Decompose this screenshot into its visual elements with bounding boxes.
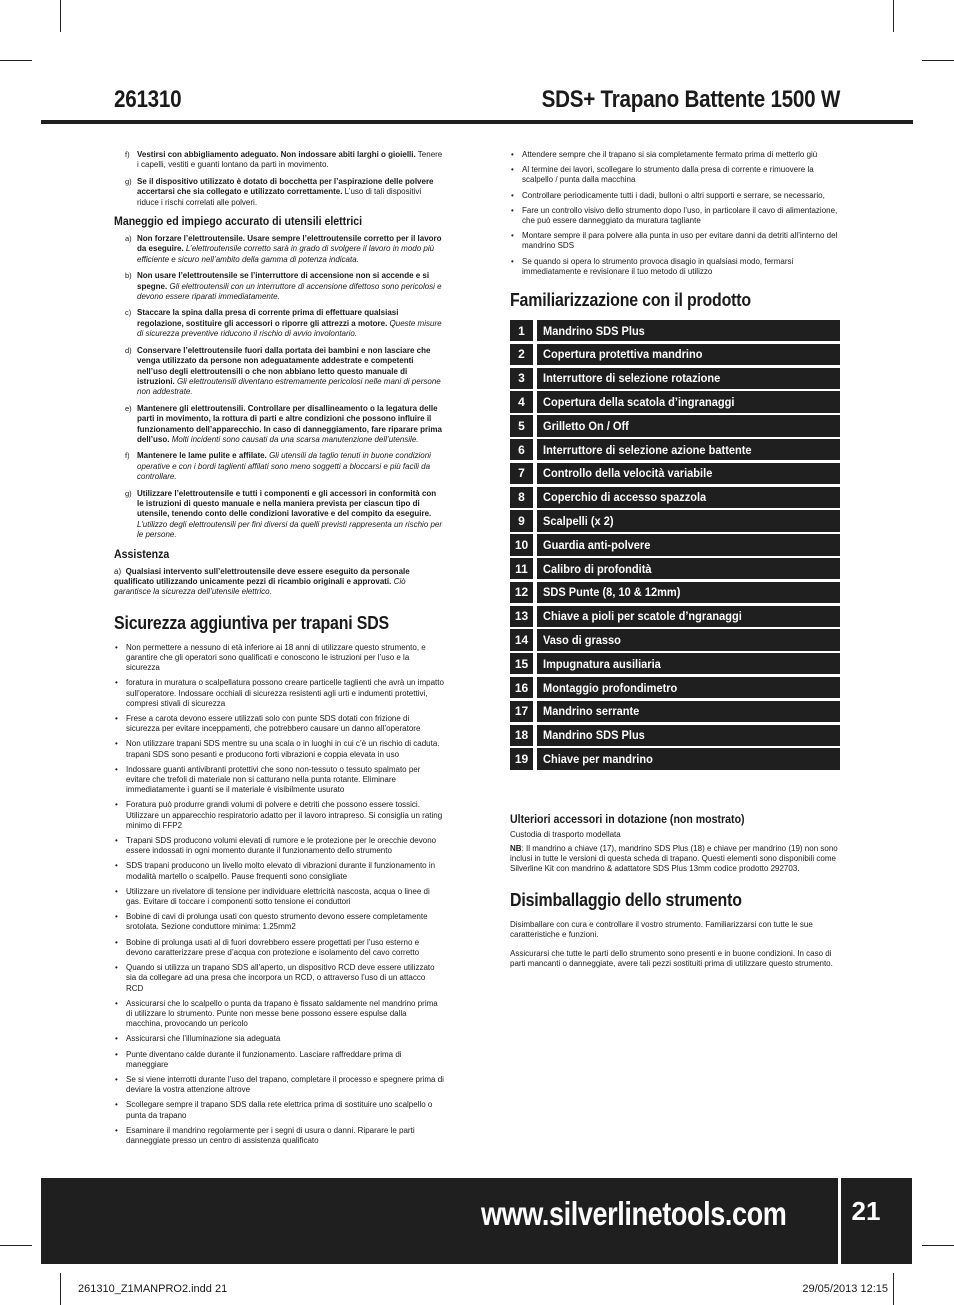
crop-mark: [893, 1273, 894, 1305]
feature-label-text: SDS Punte (8, 10 & 12mm): [543, 585, 681, 600]
feature-row: [510, 510, 840, 531]
feature-number: 9: [510, 510, 533, 531]
feature-number: 17: [510, 701, 533, 722]
feature-number: 5: [510, 415, 533, 436]
bullet-dot: •: [511, 190, 514, 200]
feature-label-text: Scalpelli (x 2): [543, 514, 614, 529]
bullet-dot: •: [115, 1100, 118, 1110]
section-heading-maneggio: Maneggio ed impiego accurato di utensili elettrici: [114, 216, 363, 229]
feature-label: [537, 677, 840, 698]
bullet-text: SDS trapani producono un livello molto elevato di vibrazioni durante il funzionamento in modalità martello o scalpello. Pause frequenti sono consigliate: [126, 861, 436, 881]
bullet-item: [114, 800, 444, 831]
item-italic-text: Gli elettroutensili con un interruttore di accensione difettoso sono pericolosi e devono essere riparati immediatamente.: [137, 281, 442, 302]
bullet-dot: •: [511, 205, 514, 215]
bullet-dot: •: [511, 165, 514, 175]
item-marker: b): [125, 271, 132, 281]
feature-label: [537, 415, 840, 436]
item-marker: g): [125, 488, 132, 498]
bullet-text: Attendere sempre che il trapano si sia completamente fermato prima di metterlo giù: [522, 150, 818, 159]
item-italic-text: L’elettroutensile corretto sarà in grado di svolgere il lavoro in modo più efficiente e sicuro nell’ambito della gamma di potenza indicata.: [137, 244, 435, 264]
feature-label-text: Copertura protettiva mandrino: [543, 347, 703, 362]
bullet-item: [114, 678, 444, 709]
feature-row: [510, 653, 840, 674]
feature-row: [510, 439, 840, 460]
feature-number: 16: [510, 677, 533, 698]
item-marker: d): [125, 345, 132, 355]
accessories-title: Ulteriori accessori in dotazione (non mostrato): [510, 814, 745, 827]
assistenza-marker: a): [114, 566, 122, 576]
maneggio-list: [114, 234, 444, 541]
bullet-text: Controllare periodicamente tutti i dadi, bulloni o altri supporti e serrare, se necessario,: [522, 190, 825, 200]
feature-label-text: Mandrino SDS Plus: [543, 728, 645, 743]
list-item: [114, 489, 444, 541]
feature-row: [510, 534, 840, 555]
feature-label: [537, 320, 840, 341]
feature-number: 6: [510, 439, 533, 460]
feature-row: [510, 558, 840, 579]
bullet-text: Foratura può produrre grandi volumi di polvere e detriti che possono essere tossici. Utilizzare un apparecchio respiratorio adatto per il lavoro intrapreso. Si consiglia un rating minimo di FFP2: [126, 800, 443, 830]
feature-row: [510, 677, 840, 698]
feature-label: [537, 487, 840, 508]
item-marker: g): [125, 176, 132, 186]
crop-mark: [922, 60, 954, 61]
feature-label: [537, 368, 840, 389]
bullet-item: [114, 714, 444, 734]
bullet-item: [114, 739, 444, 759]
item-marker: c): [125, 308, 132, 318]
item-marker: f): [125, 150, 130, 159]
feature-row: [510, 629, 840, 650]
bullet-dot: •: [115, 861, 118, 871]
bullet-item: [114, 912, 444, 932]
feature-number: 3: [510, 368, 533, 389]
feature-label-text: Grilletto On / Off: [543, 418, 629, 433]
feature-label-text: Chiave a pioli per scatole d’ngranaggi: [543, 609, 742, 624]
feature-label: [537, 558, 840, 579]
bullet-item: [114, 1034, 444, 1044]
bullet-text: Se quando si opera lo strumento provoca disagio in qualsiasi modo, fermarsi immediatamente e revisionare il tuo metodo di utilizzo: [522, 256, 794, 276]
item-bold-text: Mantenere le lame pulite e affilate.: [137, 451, 267, 461]
item-marker: e): [125, 403, 132, 413]
bullet-item: [114, 999, 444, 1030]
feature-label: [537, 725, 840, 746]
feature-label: [537, 653, 840, 674]
list-item: [114, 150, 444, 171]
bullet-dot: •: [115, 1125, 118, 1135]
bullet-text: Indossare guanti antivibranti protettivi che sono non-tessuto o tessuto spalmato per evitare che trefoli di materiale non si catturano nella punta rotante. Eliminare immediatamente i guanti se il materiale è visibilmente usurato: [126, 764, 421, 795]
crop-mark: [0, 60, 32, 61]
item-italic-text: Gli utensili da taglio tenuti in buone condizioni operative e con i bordi taglienti affilati sono meno soggetti a bloccarsi e più facili da controllare.: [137, 451, 431, 482]
crop-mark: [922, 1245, 954, 1246]
feature-row: [510, 606, 840, 627]
intro-list: [114, 150, 444, 208]
footer-divider: [838, 1178, 841, 1264]
right-column: [510, 150, 840, 972]
bullet-text: Quando si utilizza un trapano SDS all’aperto, un dispositivo RCD deve essere utilizzato sia da collegare ad una presa che incorpora un RCD, o attraverso l’uso di un attacco RCD: [126, 963, 435, 993]
page-title: SDS+ Trapano Battente 1500 W: [541, 86, 840, 113]
bullet-item: [114, 861, 444, 881]
feature-number: 19: [510, 748, 533, 769]
feature-number: 15: [510, 653, 533, 674]
unpacking-paragraph-2: Assicurarsi che tutte le parti dello strumento sono presenti e in buone condizioni. In caso di parti mancanti o danneggiate, avere tali pezzi sostituiti prima di utilizzare questo strumento.: [510, 948, 833, 969]
feature-label: [537, 344, 840, 365]
bullet-dot: •: [511, 231, 514, 241]
bullet-dot: •: [115, 1049, 118, 1059]
crop-mark: [0, 1245, 32, 1246]
feature-number: 1: [510, 320, 533, 341]
bullet-dot: •: [115, 1034, 118, 1044]
bullet-text: Assicurarsi che l’illuminazione sia adeguata: [126, 1034, 281, 1044]
feature-label: [537, 391, 840, 412]
accessories-item: Custodia di trasporto modellata: [510, 830, 621, 840]
bullet-item: [114, 1126, 444, 1146]
bullet-text: Al termine dei lavori, scollegare lo strumento dalla presa di corrente e rimuovere la scalpello / punta dalla macchina: [522, 165, 814, 185]
item-bold-text: Mantenere gli elettroutensili. Controllare per disallineamento o la legatura delle parti in movimento, la rottura di parti e altre condizioni che possono influire il funzionamento dell’apparecchio. In caso di danneggiamento, fare riparare prima dell’uso.: [137, 403, 442, 444]
right-bullet-list: [510, 150, 840, 277]
bullet-dot: •: [115, 912, 118, 922]
bullet-text: foratura in muratura o scalpellatura possono creare particelle taglienti che avrà un impatto sull’operatore. Indossare occhiali di sicurezza resistenti agli urti e indumenti protettivi, compresi stivali di sicurezza: [126, 678, 444, 708]
feature-label-text: Montaggio profondimetro: [543, 680, 678, 695]
bullet-text: Punte diventano calde durante il funzionamento. Lasciare raffreddare prima di maneggiare: [126, 1049, 402, 1069]
bullet-item: [114, 1100, 444, 1120]
bullet-dot: •: [115, 800, 118, 810]
bullet-item: [510, 191, 840, 201]
crop-mark: [60, 1273, 61, 1305]
print-date: 29/05/2013 12:15: [802, 1283, 888, 1295]
bullet-text: Montare sempre il para polvere alla punta in uso per evitare danni da detriti all’interno del mandrino SDS: [522, 231, 838, 251]
unpacking-title: Disimballaggio dello strumento: [510, 888, 742, 910]
item-bold-text: Utilizzare l’elettroutensile e tutti i componenti e gli accessori in conformità con le istruzioni di questo manuale e nella maniera prevista per ciascun tipo di utensile, tenendo conto delle condizioni lavorative e del compito da eseguire.: [137, 488, 437, 519]
list-item: [114, 271, 444, 302]
product-familiarization-title: Familiarizzazione con il prodotto: [510, 289, 751, 311]
item-italic-text: L’utilizzo degli elettroutensili per fini diversi da quelli previsti rappresenta un rischio per le persone.: [137, 519, 443, 540]
list-item: [114, 404, 444, 446]
assistenza-paragraph: [114, 567, 444, 598]
item-bold-text: Se il dispositivo utilizzato è dotato di bocchetta per l’aspirazione delle polvere accertarsi che sia collegato e utilizzato correttamente.: [137, 176, 434, 197]
bullet-item: [510, 231, 840, 251]
item-bold-text: Staccare la spina dalla presa di corrente prima di effettuare qualsiasi regolazione, sostituire gli accessori o riporre gli attrezzi a motore.: [137, 308, 399, 328]
bullet-item: [114, 887, 444, 907]
feature-label: [537, 463, 840, 484]
left-column: [114, 150, 444, 1151]
section-heading-assistenza: Assistenza: [114, 548, 170, 561]
bullet-dot: •: [115, 963, 118, 973]
feature-label: [537, 629, 840, 650]
item-text: Tenere i capelli, vestiti e guanti lontano da parti in movimento.: [137, 150, 443, 170]
list-item: [114, 234, 444, 265]
feature-number: 13: [510, 606, 533, 627]
bullet-dot: •: [115, 678, 118, 688]
feature-row: [510, 415, 840, 436]
feature-label-text: Interruttore di selezione azione battente: [543, 442, 752, 457]
bullet-dot: •: [115, 714, 118, 724]
website-url[interactable]: www.silverlinetools.com: [481, 1195, 787, 1232]
crop-mark: [893, 0, 894, 32]
feature-row: [510, 701, 840, 722]
feature-label-text: Chiave per mandrino: [543, 752, 653, 767]
feature-number: 10: [510, 534, 533, 555]
bullet-text: Bobine di cavi di prolunga usati con questo strumento devono essere completamente srotolata. Sezione conduttore minima: 1.25mm2: [126, 912, 428, 932]
feature-label-text: Coperchio di accesso spazzola: [543, 490, 707, 505]
feature-row: [510, 344, 840, 365]
feature-label-text: Calibro di profondità: [543, 561, 652, 576]
page-number: 21: [851, 1196, 881, 1226]
bullet-dot: •: [115, 998, 118, 1008]
bullet-dot: •: [115, 642, 118, 652]
bullet-text: Assicurarsi che lo scalpello o punta da trapano è fissato saldamente nel mandrino prima di utilizzare lo strumento. Punte non messe bene possono essere espulse dalla macchina, provocando un pericolo: [126, 998, 438, 1029]
bullet-item: [510, 165, 840, 185]
crop-mark: [60, 0, 61, 32]
bullet-item: [114, 643, 444, 674]
feature-label: [537, 701, 840, 722]
item-marker: f): [125, 451, 130, 461]
item-italic-text: Gli elettroutensili diventano estremamente pericolosi nelle mani di persone non addestrate.: [137, 376, 441, 397]
bullet-dot: •: [115, 836, 118, 846]
bullet-dot: •: [115, 1074, 118, 1084]
feature-row: [510, 582, 840, 603]
item-italic-text: Queste misure di sicurezza preventive riducono il rischio di avvio involontario.: [137, 318, 442, 339]
bullet-text: Trapani SDS producono volumi elevati di rumore e le protezione per le orecchie devono essere indossati in ogni momento durante il funzionamento dello strumento: [126, 836, 437, 856]
feature-label-text: Interruttore di selezione rotazione: [543, 371, 721, 386]
bullet-item: [114, 938, 444, 958]
feature-row: [510, 463, 840, 484]
feature-label-text: Mandrino serrante: [543, 704, 640, 719]
bullet-text: Frese a carota devono essere utilizzati solo con punte SDS dotati con frizione di sicurezza per evitare inceppamenti, che potrebbero causare un danno all’operatore: [126, 714, 421, 734]
assistenza-italic: Ciò garantisce la sicurezza dell’utensile elettrico.: [114, 577, 406, 597]
header-rule: [41, 120, 913, 124]
feature-number: 7: [510, 463, 533, 484]
footer-bar: [41, 1178, 912, 1264]
bullet-item: [114, 1075, 444, 1095]
bullet-text: Utilizzare un rivelatore di tensione per individuare elettricità nascosta, acqua o linee di gas. Evitare di toccare i componenti sotto tensione ei conduttori: [126, 886, 430, 907]
feature-label-text: Vaso di grasso: [543, 633, 621, 648]
bullet-dot: •: [115, 886, 118, 896]
bullet-text: Bobine di prolunga usati al di fuori dovrebbero essere progettati per l’uso esterno e devono caratterizzare prese d’acqua con protezione e isolamento del cavo corretto: [126, 937, 420, 957]
item-bold-text: Conservare l’elettroutensile fuori dalla portata dei bambini e non lasciare che venga utilizzato da persone non adeguatamente addestrate e competenti nell’uso degli elettroutensili o che non abbiano letto questo manuale di istruzioni.: [137, 345, 431, 386]
product-code: 261310: [114, 86, 182, 113]
list-item: [114, 308, 444, 339]
feature-number: 12: [510, 582, 533, 603]
bullet-text: Se si viene interrotti durante l’uso del trapano, completare il processo e spegnere prima di deviare la vostra attenzione altrove: [126, 1074, 444, 1095]
feature-label-text: Copertura della scatola d’ingranaggi: [543, 395, 735, 410]
list-item: [114, 177, 444, 208]
bullet-text: Non permettere a nessuno di età inferiore ai 18 anni di utilizzare questo strumento, e garantire che gli operatori sono qualificati e conoscono le istruzioni per l’uso e la sicurezza: [126, 642, 426, 673]
list-item: [114, 451, 444, 482]
feature-label: [537, 582, 840, 603]
feature-number: 4: [510, 391, 533, 412]
bullet-item: [114, 765, 444, 796]
bullet-text: Fare un controllo visivo dello strumento dopo l’uso, in particolare il cavo di alimentazione, che può essere danneggiato da muratura tagliante: [522, 205, 838, 226]
bullet-item: [114, 963, 444, 994]
feature-row: [510, 725, 840, 746]
feature-label: [537, 606, 840, 627]
feature-label-text: Impugnatura ausiliaria: [543, 656, 661, 671]
bullet-text: Non utilizzare trapani SDS mentre su una scala o in luoghi in cui c’è un rischio di caduta. trapani SDS sono pesanti e producono forti vibrazioni e coppia elevata in uso: [126, 739, 440, 759]
feature-label-text: Controllo della velocità variabile: [543, 466, 713, 481]
bullet-dot: •: [115, 739, 118, 749]
sds-safety-list: [114, 643, 444, 1146]
item-bold-text: Vestirsi con abbigliamento adeguato. Non indossare abiti larghi o gioielli.: [137, 150, 416, 159]
feature-label-text: Mandrino SDS Plus: [543, 323, 645, 338]
bullet-item: [114, 1050, 444, 1070]
feature-number: 8: [510, 487, 533, 508]
feature-number: 14: [510, 629, 533, 650]
bullet-dot: •: [511, 256, 514, 266]
feature-row: [510, 368, 840, 389]
item-italic-text: Molti incidenti sono causati da una scarsa manutenzione dell’utensile.: [171, 434, 419, 444]
item-bold-text: Non forzare l’elettroutensile. Usare sempre l’elettroutensile corretto per il lavoro da eseguire.: [137, 234, 442, 254]
bullet-item: [510, 206, 840, 226]
unpacking-paragraph-1: Disimballare con cura e controllare il vostro strumento. Familiarizzarsi con tutte le sue caratteristiche e funzioni.: [510, 919, 813, 940]
feature-label-text: Guardia anti-polvere: [543, 537, 651, 552]
bullet-dot: •: [511, 150, 514, 159]
assistenza-bold: Qualsiasi intervento sull’elettroutensile deve essere eseguito da personale qualificato utilizzando unicamente pezzi di ricambio originali e approvati.: [114, 566, 410, 586]
item-marker: a): [125, 234, 132, 244]
feature-label: [537, 748, 840, 769]
sds-safety-title: Sicurezza aggiuntiva per trapani SDS: [114, 611, 389, 633]
feature-row: [510, 391, 840, 412]
feature-number: 18: [510, 725, 533, 746]
feature-row: [510, 487, 840, 508]
bullet-item: [114, 836, 444, 856]
item-text: L’uso di tali dispositivi riduce i rischi correlati alle polveri.: [137, 187, 422, 207]
list-item: [114, 346, 444, 398]
feature-table: [510, 320, 840, 770]
bullet-text: Esaminare il mandrino regolarmente per i segni di usura o danni. Riparare le parti danneggiate presso un centro di assistenza qualificato: [126, 1125, 415, 1145]
feature-label: [537, 439, 840, 460]
item-bold-text: Non usare l’elettroutensile se l’interruttore di accensione non si accende e si spegne.: [137, 271, 430, 291]
feature-label: [537, 534, 840, 555]
feature-row: [510, 748, 840, 769]
bullet-dot: •: [115, 937, 118, 947]
bullet-item: [510, 257, 840, 277]
feature-number: 11: [510, 558, 533, 579]
bullet-item: [510, 150, 840, 160]
file-info: 261310_Z1MANPRO2.indd 21: [78, 1283, 228, 1295]
bullet-text: Scollegare sempre il trapano SDS dalla rete elettrica prima di sostituire uno scalpello o punta da trapano: [126, 1100, 433, 1120]
feature-row: [510, 320, 840, 341]
nb-text: : Il mandrino a chiave (17), mandrino SDS Plus (18) e chiave per mandrino (19) non sono inclusi in tutte le versioni di questa scheda di trapano. Questi elementi sono disponibili come Silverline Kit con mandrino & adattatore SDS Plus 13mm codice prodotto 292703.: [510, 843, 838, 874]
feature-number: 2: [510, 344, 533, 365]
nb-note: [510, 844, 840, 875]
bullet-dot: •: [115, 764, 118, 774]
feature-label: [537, 510, 840, 531]
nb-label: NB: [510, 843, 522, 853]
